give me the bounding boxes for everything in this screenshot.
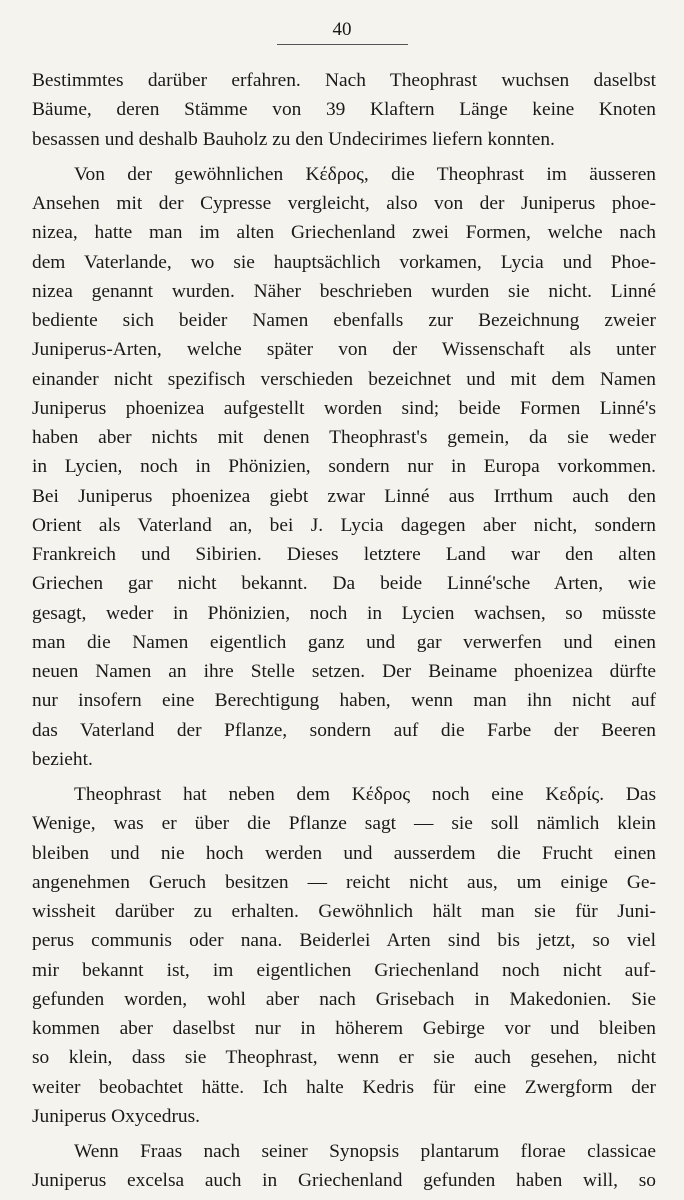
text-line: Ansehen mit der Cypresse vergleicht, also von der Juniperus phoe- — [32, 193, 656, 214]
text-line: Juniperus phoenizea aufgestellt worden sind; beide Formen Linné's — [32, 397, 656, 419]
paragraph — [32, 160, 656, 774]
text-line: nur insofern eine Berechtigung haben, wenn man ihn nicht auf — [32, 690, 656, 712]
text-line: besassen und deshalb Bauholz zu den Undecirimes liefern konnten. — [32, 128, 555, 150]
text-line: Bäume, deren Stämme von 39 Klaftern Länge keine Knoten — [32, 99, 656, 121]
text-line: das Vaterland der Pflanze, sondern auf die Farbe der Beeren — [32, 719, 656, 741]
paragraph — [32, 66, 656, 154]
text-line: weiter beobachtet hätte. Ich halte Kedris für eine Zwergform der — [32, 1076, 656, 1098]
paragraph — [32, 780, 656, 1131]
text-line: Orient als Vaterland an, bei J. Lycia dagegen aber nicht, sondern — [32, 514, 656, 536]
text-line: Bestimmtes darüber erfahren. Nach Theophrast wuchsen daselbst — [32, 70, 656, 91]
text-line: Juniperus Oxycedrus. — [32, 1105, 201, 1127]
text-line: Wenn Fraas nach seiner Synopsis plantarum florae classicae — [74, 1141, 656, 1162]
text-line: Theophrast hat neben dem Κέδρος noch eine Κεδρίς. Das — [74, 784, 656, 805]
paragraph — [32, 1137, 656, 1196]
text-line: gefunden worden, wohl aber nach Grisebach in Makedonien. Sie — [32, 988, 656, 1010]
text-line: Griechen gar nicht bekannt. Da beide Linné'sche Arten, wie — [32, 573, 656, 595]
text-line: Wenige, was er über die Pflanze sagt — sie soll nämlich klein — [32, 813, 656, 835]
text-line: wissheit darüber zu erhalten. Gewöhnlich hält man sie für Juni- — [32, 901, 656, 922]
text-line: einander nicht spezifisch verschieden bezeichnet und mit dem Namen — [32, 368, 656, 390]
text-line: bezieht. — [32, 748, 93, 770]
text-line: Bei Juniperus phoenizea giebt zwar Linné aus Irrthum auch den — [32, 485, 656, 507]
text-line: mir bekannt ist, im eigentlichen Griechenland noch nicht auf- — [32, 959, 656, 981]
text-line: nizea genannt wurden. Näher beschrieben wurden sie nicht. Linné — [32, 280, 656, 302]
text-line: bediente sich beider Namen ebenfalls zur Bezeichnung zweier — [32, 310, 656, 331]
text-line: Von der gewöhnlichen Κέδρος, die Theophrast im äusseren — [74, 163, 656, 185]
text-line: so klein, dass sie Theophrast, wenn er sie auch gesehen, nicht — [32, 1047, 656, 1069]
text-line: neuen Namen an ihre Stelle setzen. Der Beiname phoenizea dürfte — [32, 661, 656, 682]
text-line: in Lycien, noch in Phönizien, sondern nur in Europa vorkommen. — [32, 456, 656, 478]
page-header — [0, 0, 684, 44]
page-body — [32, 66, 656, 1196]
text-line: kommen aber daselbst nur in höherem Gebirge vor und bleiben — [32, 1018, 656, 1039]
text-line: perus communis oder nana. Beiderlei Arten sind bis jetzt, so viel — [32, 930, 656, 952]
text-line: nizea, hatte man im alten Griechenland zwei Formen, welche nach — [32, 222, 656, 244]
text-line: gesagt, weder in Phönizien, noch in Lycien wachsen, so müsste — [32, 602, 656, 624]
text-line: angenehmen Geruch besitzen — reicht nicht aus, um einige Ge- — [32, 871, 656, 893]
page-number: 40 — [277, 20, 408, 45]
text-line: man die Namen eigentlich ganz und gar verwerfen und einen — [32, 631, 656, 653]
text-line: Frankreich und Sibirien. Dieses letztere Land war den alten — [32, 544, 656, 565]
text-line: haben aber nichts mit denen Theophrast's gemein, da sie weder — [32, 427, 656, 448]
text-line: Juniperus excelsa auch in Griechenland gefunden haben will, so — [32, 1170, 656, 1192]
text-line: bleiben und nie hoch werden und ausserdem die Frucht einen — [32, 842, 656, 864]
text-line: dem Vaterlande, wo sie hauptsächlich vorkamen, Lycia und Phoe- — [32, 251, 656, 273]
text-line: Juniperus-Arten, welche später von der Wissenschaft als unter — [32, 339, 656, 361]
